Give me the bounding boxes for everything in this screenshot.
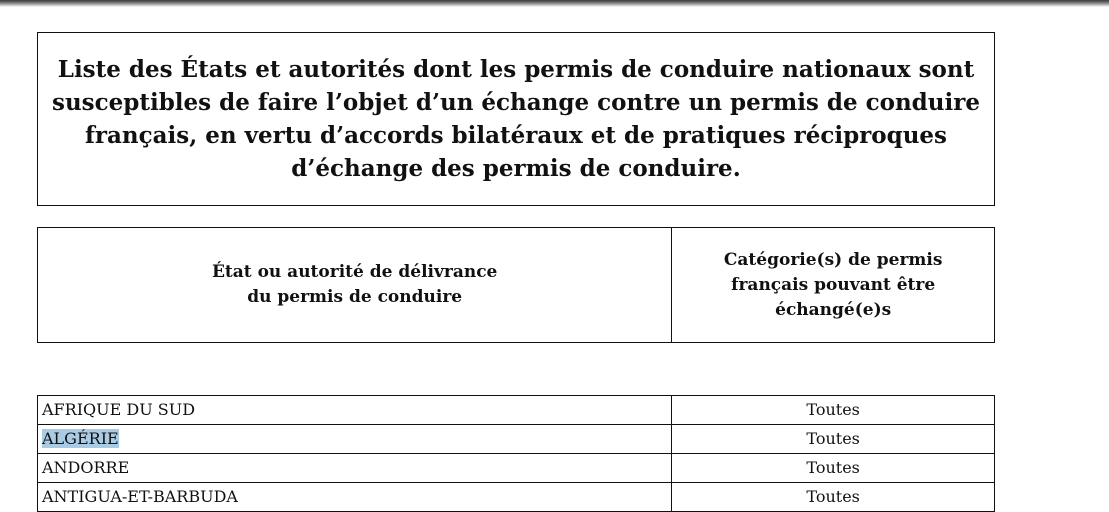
category-cell[interactable] xyxy=(672,454,995,483)
category-value: Toutes xyxy=(806,487,860,506)
header-authority-label: État ou autorité de délivrance du permis de conduire xyxy=(211,262,498,307)
header-cell-authority xyxy=(38,228,672,342)
table-row xyxy=(38,396,995,425)
country-name-selected[interactable]: ALGÉRIE xyxy=(42,429,119,448)
document-title: Liste des États et autorités dont les permis de conduire nationaux sont susceptibles de faire l’objet d’un échange contre un permis de conduire français, en vertu d’accords bilatéraux et de pratiques réciproques d’échange des permis de conduire. xyxy=(52,56,980,182)
table-row xyxy=(38,425,995,454)
window-top-shadow xyxy=(0,0,1109,7)
category-value: Toutes xyxy=(806,458,860,477)
header-category-label: Catégorie(s) de permis français pouvant être échangé(e)s xyxy=(723,249,943,320)
header-cell-category xyxy=(672,228,994,342)
country-table xyxy=(37,395,995,512)
table-row xyxy=(38,483,995,512)
country-cell[interactable] xyxy=(38,396,672,425)
country-cell[interactable] xyxy=(38,425,672,454)
title-box xyxy=(37,32,995,206)
country-name: AFRIQUE DU SUD xyxy=(42,400,196,419)
table-header xyxy=(37,227,995,343)
category-cell[interactable] xyxy=(672,425,995,454)
country-cell[interactable] xyxy=(38,483,672,512)
category-cell[interactable] xyxy=(672,396,995,425)
category-cell[interactable] xyxy=(672,483,995,512)
country-name: ANTIGUA-ET-BARBUDA xyxy=(42,487,238,506)
country-name: ANDORRE xyxy=(42,458,130,477)
category-value: Toutes xyxy=(806,429,860,448)
country-cell[interactable] xyxy=(38,454,672,483)
category-value: Toutes xyxy=(806,400,860,419)
table-row xyxy=(38,454,995,483)
